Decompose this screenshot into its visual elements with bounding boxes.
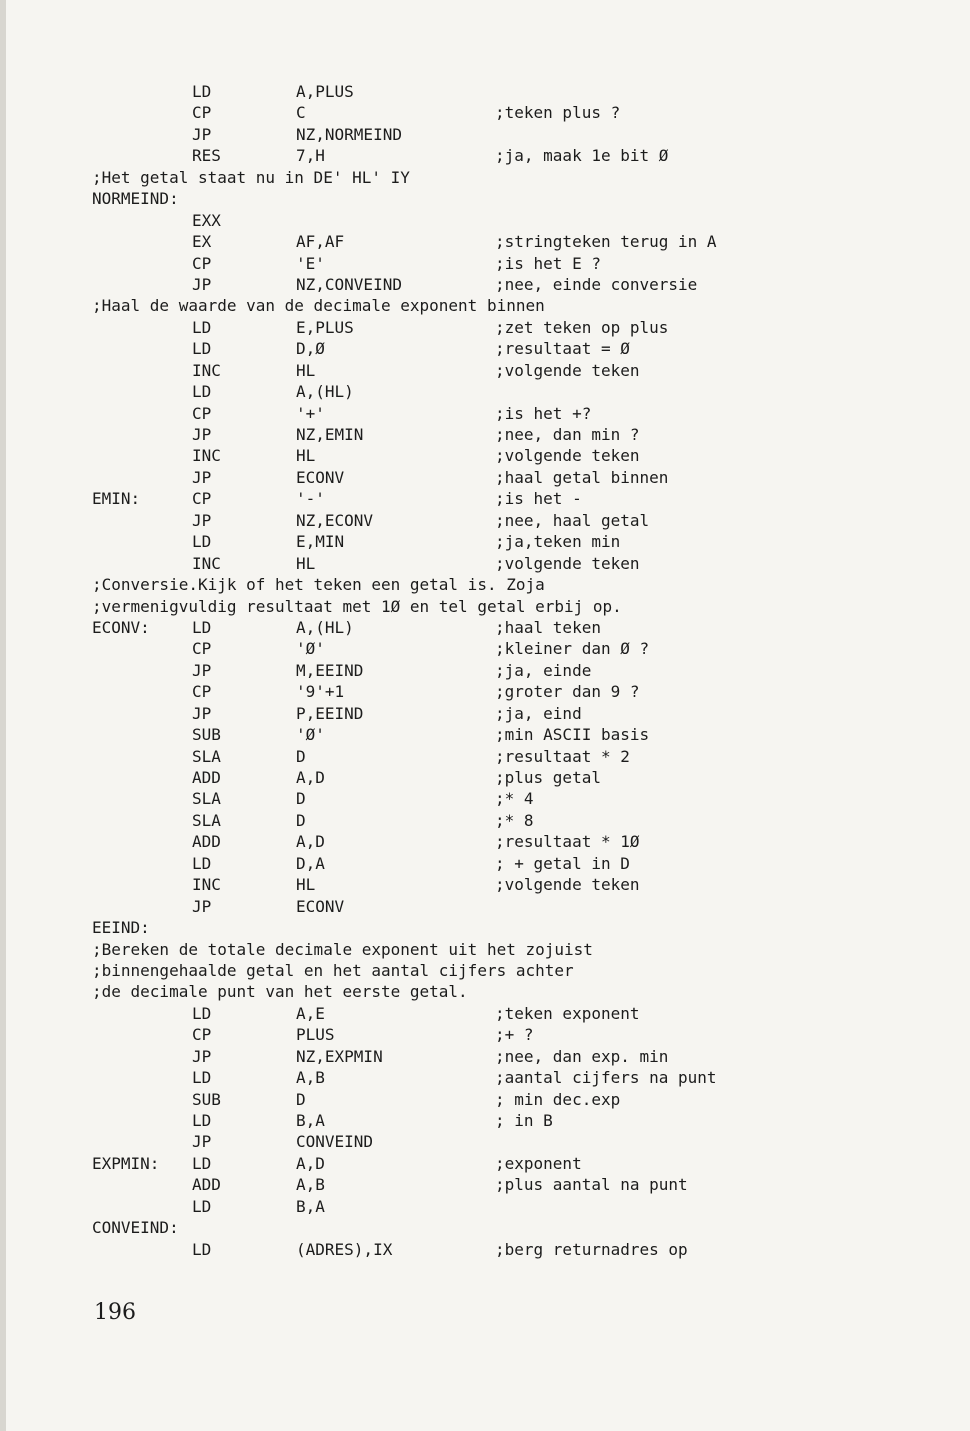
comment-line: ;binnengehaalde getal en het aantal cijfers achter [92,960,574,980]
code-comment: ;aantal cijfers na punt [495,1068,717,1088]
operand: 'E' [296,253,325,273]
operand: A,E [296,1003,325,1023]
code-comment: ;is het E ? [495,253,601,273]
code-comment: ; in B [495,1111,553,1130]
code-comment: ;+ ? [495,1025,534,1045]
code-comment: ;volgende teken [495,360,640,380]
opcode: CP [192,682,212,702]
opcode: CP [192,1025,212,1045]
opcode: JP [192,467,212,487]
opcode: LD [192,1239,212,1259]
operand: B,A [296,1111,325,1130]
code-comment: ;nee, einde conversie [495,274,698,294]
opcode: SUB [192,725,221,745]
operand: NZ,CONVEIND [296,274,402,294]
code-comment: ;resultaat * 1Ø [495,832,640,852]
opcode: CP [192,253,212,273]
page-edge [0,0,6,1431]
code-comment: ;exponent [495,1153,582,1173]
operand: D,Ø [296,339,325,359]
opcode: SLA [192,810,221,830]
opcode: LD [192,532,212,552]
operand: 'Ø' [296,639,325,659]
operand: A,B [296,1068,325,1088]
label-line: CONVEIND: [92,1218,179,1238]
operand: 'Ø' [296,725,325,745]
operand: D [296,746,306,766]
comment-line: ;Bereken de totale decimale exponent uit het zojuist [92,939,593,959]
code-comment: ;teken plus ? [495,103,621,123]
code-comment: ;resultaat = Ø [495,339,630,359]
operand: PLUS [296,1025,335,1045]
comment-line: ;Haal de waarde van de decimale exponent binnen [92,296,545,316]
opcode: ADD [192,768,221,787]
operand: A,PLUS [296,82,354,101]
opcode: JP [192,510,212,530]
code-comment: ;ja, eind [495,703,582,723]
code-comment: ;is het - [495,489,582,509]
code-comment: ;berg returnadres op [495,1239,688,1259]
operand: B,A [296,1196,325,1216]
code-comment: ;ja,teken min [495,532,621,552]
code-comment: ;plus aantal na punt [495,1175,688,1195]
operand: CONVEIND [296,1132,374,1152]
opcode: LD [192,617,212,637]
opcode: JP [192,124,212,144]
operand: A,D [296,768,325,787]
operand: 7,H [296,146,325,166]
opcode: JP [192,425,212,444]
opcode: CP [192,103,212,123]
operand: '+' [296,403,325,423]
opcode: JP [192,660,212,680]
code-comment: ;* 4 [495,789,534,809]
operand: D,A [296,853,325,873]
code-comment: ;zet teken op plus [495,317,669,337]
code-comment: ;stringteken terug in A [495,232,717,252]
code-comment: ;* 8 [495,810,534,830]
code-comment: ;plus getal [495,768,601,787]
opcode: ADD [192,1175,221,1195]
label-line: EEIND: [92,918,150,938]
code-comment: ;resultaat * 2 [495,746,630,766]
opcode: LD [192,82,212,101]
operand: A,D [296,1153,325,1173]
opcode: INC [192,875,221,895]
operand: NZ,EXPMIN [296,1046,383,1066]
operand: NZ,ECONV [296,510,374,530]
code-label: EMIN: [92,489,141,509]
opcode: SUB [192,1089,221,1109]
operand: A,B [296,1175,325,1195]
operand: HL [296,553,316,573]
code-comment: ;volgende teken [495,553,640,573]
operand: A,(HL) [296,617,354,637]
opcode: JP [192,896,212,916]
code-label: EXPMIN: [92,1153,160,1173]
opcode: LD [192,339,212,359]
opcode: JP [192,1132,212,1152]
operand: HL [296,446,316,466]
code-comment: ;ja, maak 1e bit Ø [495,146,669,166]
opcode: EX [192,232,212,252]
operand: M,EEIND [296,660,364,680]
opcode: CP [192,403,212,423]
code-comment: ;nee, dan min ? [495,425,640,444]
operand: D [296,789,306,809]
operand: C [296,103,306,123]
code-comment: ;volgende teken [495,875,640,895]
opcode: RES [192,146,221,166]
code-label: ECONV: [92,617,150,637]
opcode: JP [192,703,212,723]
code-comment: ;haal teken [495,617,601,637]
code-comment: ;ja, einde [495,660,592,680]
operand: HL [296,875,316,895]
operand: D [296,810,306,830]
opcode: ADD [192,832,221,852]
opcode: CP [192,489,212,509]
operand: HL [296,360,316,380]
comment-line: ;Conversie.Kijk of het teken een getal is. Zoja [92,575,545,595]
operand: (ADRES),IX [296,1239,393,1259]
operand: E,PLUS [296,317,354,337]
code-comment: ;min ASCII basis [495,725,650,745]
opcode: LD [192,382,212,402]
opcode: INC [192,446,221,466]
comment-line: ;de decimale punt van het eerste getal. [92,982,468,1002]
code-comment: ; + getal in D [495,853,630,873]
code-comment: ;is het +? [495,403,592,423]
operand: '9'+1 [296,682,345,702]
code-comment: ;haal getal binnen [495,467,669,487]
opcode: LD [192,1068,212,1088]
page-number: 196 [94,1300,136,1325]
code-comment: ;teken exponent [495,1003,640,1023]
opcode: LD [192,1111,212,1130]
code-comment: ; min dec.exp [495,1089,621,1109]
label-line: NORMEIND: [92,189,179,209]
opcode: LD [192,317,212,337]
code-comment: ;kleiner dan Ø ? [495,639,650,659]
opcode: LD [192,853,212,873]
code-comment: ;nee, haal getal [495,510,650,530]
operand: ECONV [296,467,345,487]
opcode: LD [192,1196,212,1216]
opcode: INC [192,360,221,380]
operand: ECONV [296,896,345,916]
opcode: LD [192,1003,212,1023]
code-comment: ;groter dan 9 ? [495,682,640,702]
comment-line: ;vermenigvuldig resultaat met 1Ø en tel getal erbij op. [92,596,622,616]
operand: '-' [296,489,325,509]
operand: AF,AF [296,232,345,252]
operand: NZ,NORMEIND [296,124,402,144]
opcode: SLA [192,789,221,809]
operand: A,(HL) [296,382,354,402]
operand: A,D [296,832,325,852]
opcode: JP [192,274,212,294]
opcode: SLA [192,746,221,766]
opcode: LD [192,1153,212,1173]
comment-line: ;Het getal staat nu in DE' HL' IY [92,167,410,187]
opcode: INC [192,553,221,573]
opcode: CP [192,639,212,659]
code-comment: ;volgende teken [495,446,640,466]
operand: NZ,EMIN [296,425,364,444]
code-comment: ;nee, dan exp. min [495,1046,669,1066]
operand: D [296,1089,306,1109]
opcode: EXX [192,210,221,230]
operand: E,MIN [296,532,345,552]
operand: P,EEIND [296,703,364,723]
opcode: JP [192,1046,212,1066]
